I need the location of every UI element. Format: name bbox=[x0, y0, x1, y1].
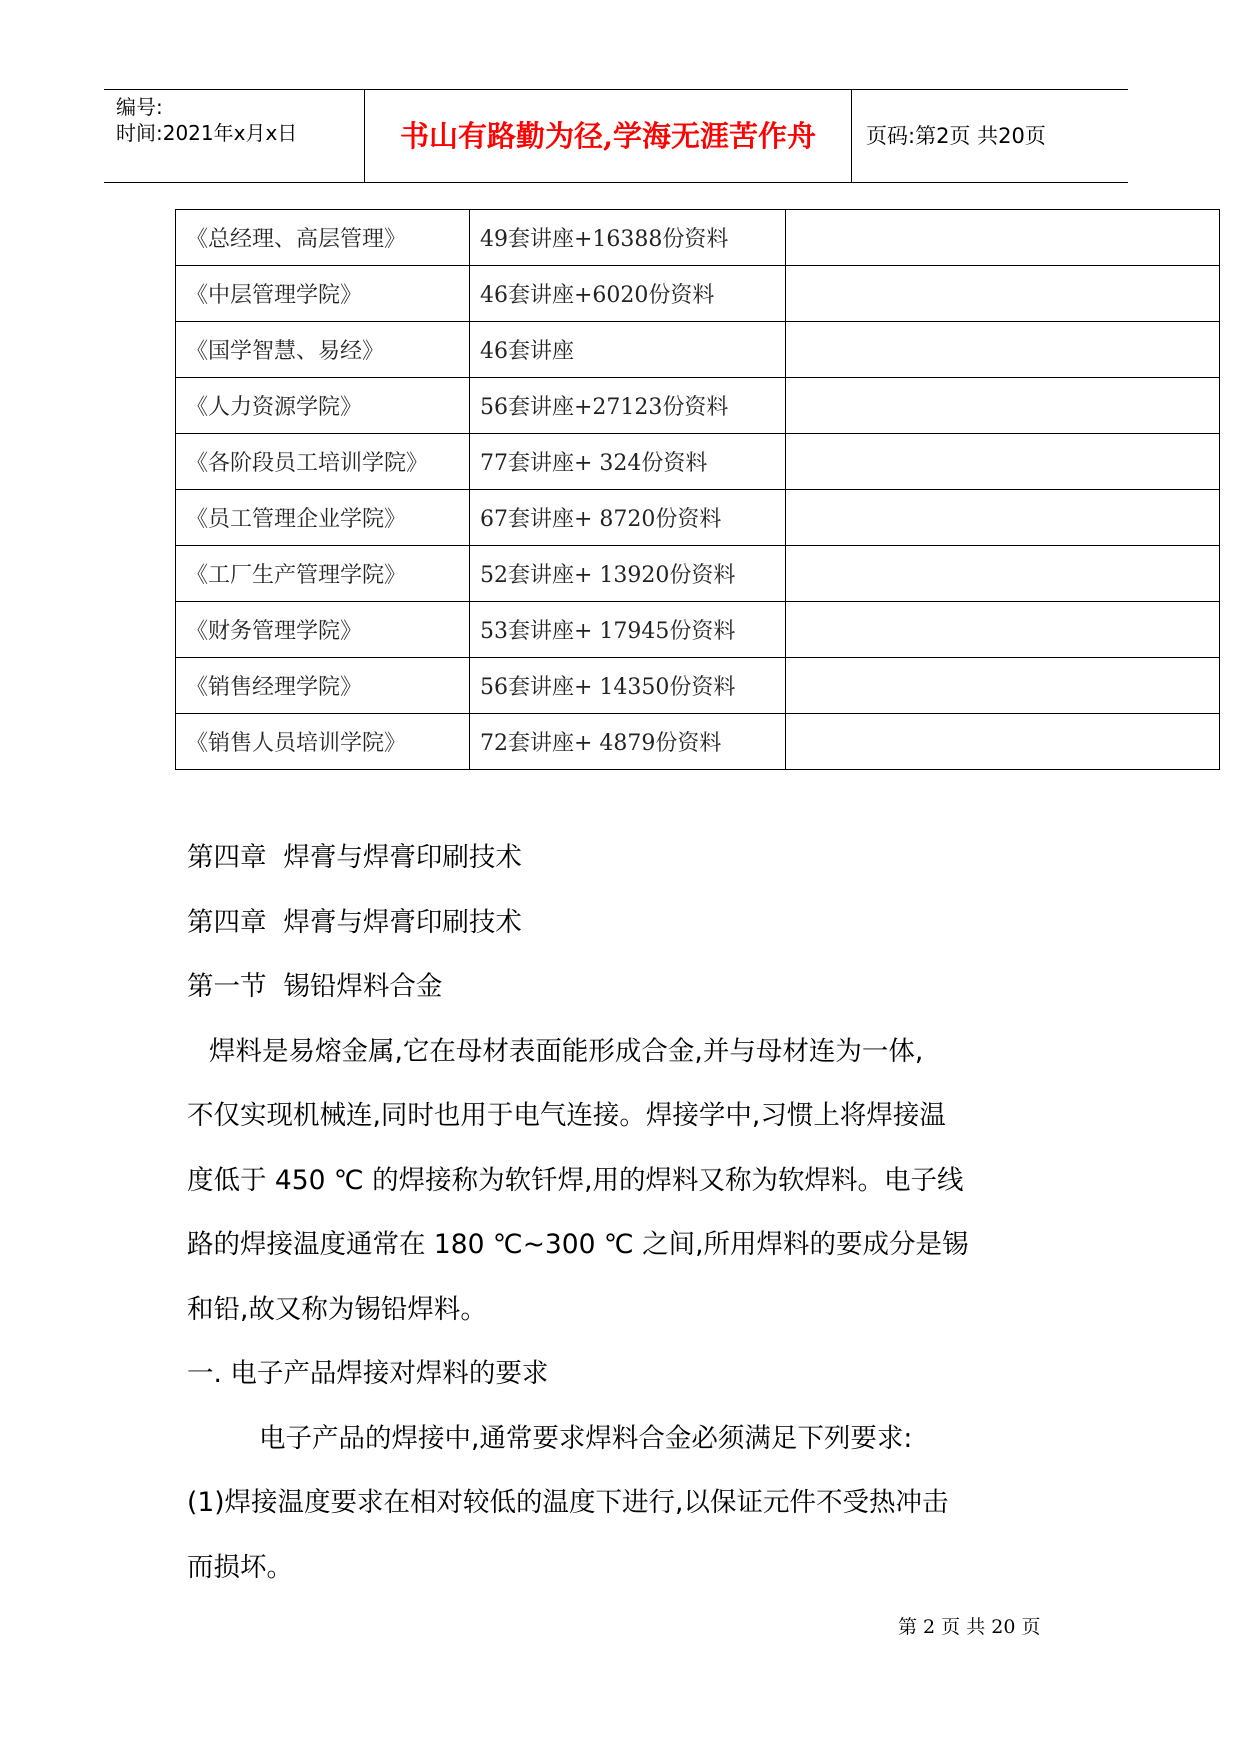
table-cell-note bbox=[786, 434, 1220, 490]
paragraph-line: 电子产品的焊接中,通常要求焊料合金必须满足下列要求: bbox=[259, 1422, 913, 1454]
doc-time-label: 时间:2021年x月x日 bbox=[116, 121, 298, 145]
table-cell-note bbox=[786, 602, 1220, 658]
page-header bbox=[104, 89, 1128, 183]
chapter-title: 第四章 焊膏与焊膏印刷技术 bbox=[187, 842, 522, 873]
table-cell-note bbox=[786, 546, 1220, 602]
table-cell-content: 67套讲座+ 8720份资料 bbox=[470, 490, 786, 546]
table-cell-name: 《中层管理学院》 bbox=[176, 266, 470, 322]
paragraph-line: 路的焊接温度通常在 180 ℃~300 ℃ 之间,所用焊料的要成分是锡 bbox=[187, 1229, 969, 1260]
table-cell-note bbox=[786, 266, 1220, 322]
table-cell-name: 《销售人员培训学院》 bbox=[176, 714, 470, 770]
table-row bbox=[176, 658, 1220, 714]
document-body bbox=[187, 826, 1067, 1600]
table-row bbox=[176, 322, 1220, 378]
doc-number-label: 编号: bbox=[116, 95, 163, 119]
table-cell-content: 77套讲座+ 324份资料 bbox=[470, 434, 786, 490]
table-cell-content: 49套讲座+16388份资料 bbox=[470, 210, 786, 266]
resource-table bbox=[175, 209, 1220, 770]
table-cell-note bbox=[786, 322, 1220, 378]
table-cell-note bbox=[786, 658, 1220, 714]
table-row bbox=[176, 378, 1220, 434]
table-cell-content: 56套讲座+ 14350份资料 bbox=[470, 658, 786, 714]
table-cell-name: 《总经理、高层管理》 bbox=[176, 210, 470, 266]
section-title: 第一节 锡铅焊料合金 bbox=[187, 971, 443, 1002]
paragraph-line: 和铅,故又称为锡铅焊料。 bbox=[187, 1293, 487, 1325]
table-cell-note bbox=[786, 490, 1220, 546]
table-row bbox=[176, 602, 1220, 658]
table-cell-note bbox=[786, 378, 1220, 434]
table-cell-name: 《工厂生产管理学院》 bbox=[176, 546, 470, 602]
table-row bbox=[176, 546, 1220, 602]
list-item-continuation: 而损坏。 bbox=[187, 1551, 293, 1583]
table-cell-name: 《国学智慧、易经》 bbox=[176, 322, 470, 378]
table-cell-content: 72套讲座+ 4879份资料 bbox=[470, 714, 786, 770]
table-cell-name: 《销售经理学院》 bbox=[176, 658, 470, 714]
resource-table-body bbox=[176, 210, 1220, 770]
page-footer: 第 2 页 共 20 页 bbox=[898, 1616, 1041, 1638]
paragraph-line: 焊料是易熔金属,它在母材表面能形成合金,并与母材连为一体, bbox=[209, 1035, 924, 1067]
table-cell-note bbox=[786, 714, 1220, 770]
header-meta bbox=[104, 90, 365, 182]
table-row bbox=[176, 266, 1220, 322]
paragraph-line: 度低于 450 ℃ 的焊接称为软钎焊,用的焊料又称为软焊料。电子线 bbox=[187, 1164, 964, 1196]
subheading: 一. 电子产品焊接对焊料的要求 bbox=[187, 1358, 549, 1389]
chapter-title: 第四章 焊膏与焊膏印刷技术 bbox=[187, 906, 522, 938]
table-cell-content: 46套讲座 bbox=[470, 322, 786, 378]
header-motto: 书山有路勤为径,学海无涯苦作舟 bbox=[399, 119, 817, 153]
table-row bbox=[176, 210, 1220, 266]
table-cell-content: 46套讲座+6020份资料 bbox=[470, 266, 786, 322]
table-row bbox=[176, 434, 1220, 490]
table-cell-note bbox=[786, 210, 1220, 266]
table-cell-name: 《员工管理企业学院》 bbox=[176, 490, 470, 546]
paragraph-line: 不仅实现机械连,同时也用于电气连接。焊接学中,习惯上将焊接温 bbox=[187, 1100, 946, 1131]
table-cell-content: 53套讲座+ 17945份资料 bbox=[470, 602, 786, 658]
table-cell-name: 《人力资源学院》 bbox=[176, 378, 470, 434]
table-cell-name: 《财务管理学院》 bbox=[176, 602, 470, 658]
header-page-cell bbox=[852, 90, 1128, 182]
table-cell-content: 52套讲座+ 13920份资料 bbox=[470, 546, 786, 602]
list-item: (1)焊接温度要求在相对较低的温度下进行,以保证元件不受热冲击 bbox=[187, 1487, 949, 1518]
table-cell-name: 《各阶段员工培训学院》 bbox=[176, 434, 470, 490]
table-cell-content: 56套讲座+27123份资料 bbox=[470, 378, 786, 434]
header-page-info: 页码:第2页 共20页 bbox=[866, 124, 1046, 148]
table-row bbox=[176, 714, 1220, 770]
table-row bbox=[176, 490, 1220, 546]
header-motto-cell bbox=[365, 90, 852, 182]
